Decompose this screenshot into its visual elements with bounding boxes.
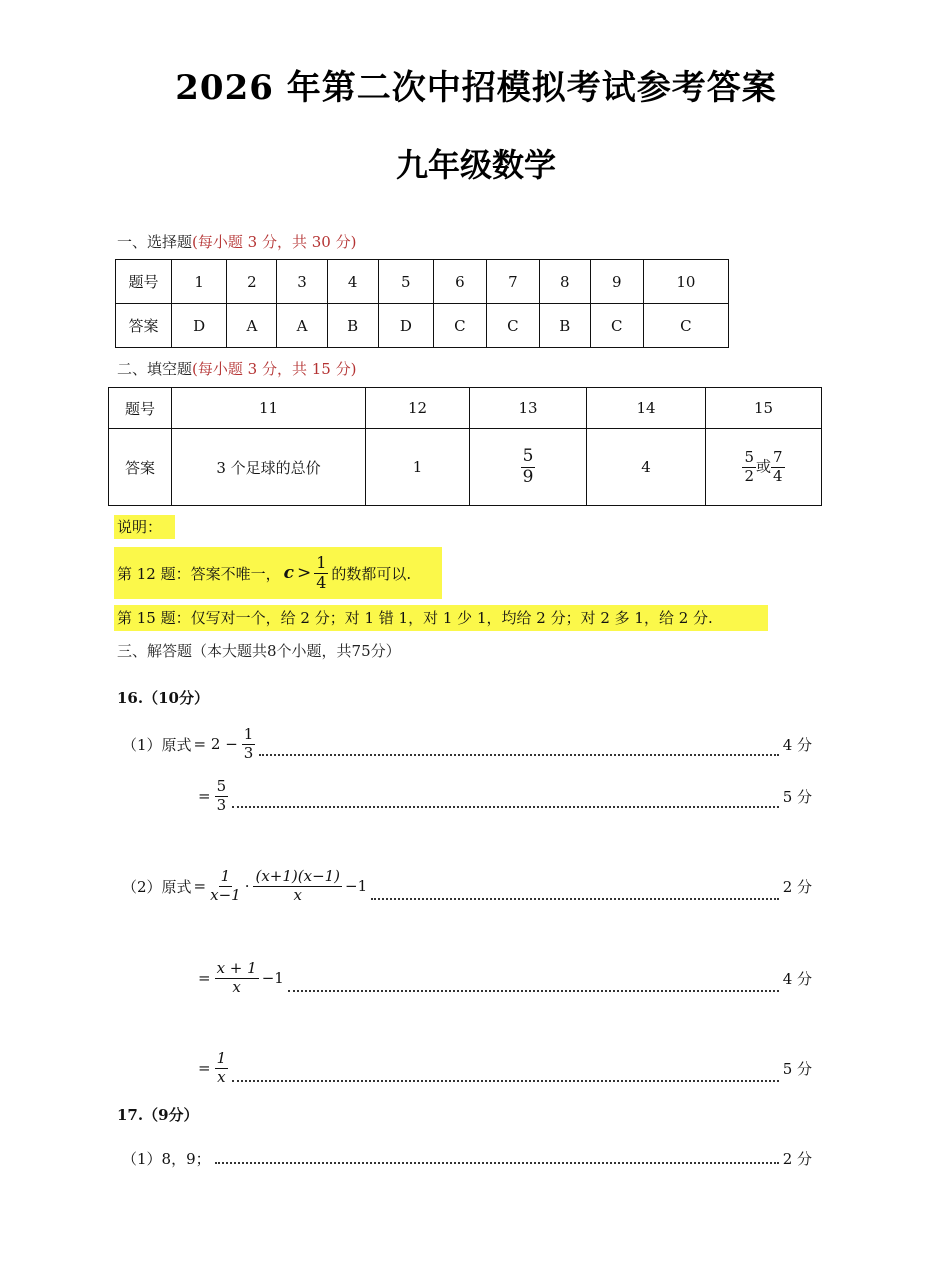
fraction-denominator: x−1 xyxy=(210,885,241,904)
notes-label: 说明： xyxy=(114,515,175,539)
expr-tail: −1 xyxy=(261,969,284,987)
question-number: 2 xyxy=(227,260,277,304)
note-q12-suffix: 的数都可以. xyxy=(331,564,412,583)
answer-cell-15 xyxy=(706,429,822,506)
choice-answer-table xyxy=(115,259,729,348)
fraction-numerator: 5 xyxy=(522,445,534,466)
fraction-denominator: 4 xyxy=(773,466,783,485)
score-label: 4 分 xyxy=(782,969,812,988)
fraction xyxy=(215,958,259,996)
answer-cell-14: 4 xyxy=(587,429,706,506)
question-number: 8 xyxy=(539,260,590,304)
expr-tail: −1 xyxy=(345,877,368,895)
or-text: 或 xyxy=(755,457,771,475)
row-label-number: 题号 xyxy=(109,388,172,429)
answer-cell: C xyxy=(590,304,643,348)
fraction xyxy=(215,776,229,814)
q16-p1-line2 xyxy=(198,772,812,820)
fraction-numerator: x + 1 xyxy=(216,958,257,977)
question-number: 3 xyxy=(277,260,327,304)
section2-note: (每小题 3 分，共 15 分) xyxy=(192,360,357,378)
fraction-denominator: 3 xyxy=(243,743,254,762)
fraction-numerator: 7 xyxy=(773,447,783,466)
dotted-leader xyxy=(259,754,778,756)
fraction-denominator: 2 xyxy=(744,466,754,485)
fraction-numerator: 1 xyxy=(243,724,254,743)
answer-cell: C xyxy=(643,304,728,348)
fraction-denominator: x xyxy=(217,1067,226,1086)
answer-cell: D xyxy=(378,304,433,348)
question-number: 9 xyxy=(590,260,643,304)
fraction xyxy=(242,724,256,762)
table-row-answers xyxy=(116,304,729,348)
table-row-answers xyxy=(109,429,822,506)
fraction-numerator: (x+1)(x−1) xyxy=(255,866,341,885)
dotted-leader xyxy=(288,990,779,992)
answer-cell-12: 1 xyxy=(366,429,470,506)
fraction-denominator: x xyxy=(232,977,241,996)
question-number: 14 xyxy=(587,388,706,429)
question-number: 1 xyxy=(172,260,227,304)
answer-cell: C xyxy=(433,304,486,348)
fraction xyxy=(314,552,328,592)
answer-cell-11: 3 个足球的总价 xyxy=(172,429,366,506)
answer-cell-13 xyxy=(470,429,587,506)
answer-cell: B xyxy=(327,304,378,348)
answer-cell: B xyxy=(539,304,590,348)
question-number: 13 xyxy=(470,388,587,429)
multiply-dot: · xyxy=(244,877,250,895)
q16-p1-line1 xyxy=(122,720,812,768)
answer-cell: C xyxy=(486,304,539,348)
page-title: 2026 年第二次中招模拟考试参考答案 xyxy=(175,68,777,108)
question-number: 7 xyxy=(486,260,539,304)
score-label: 5 分 xyxy=(782,1059,812,1078)
fraction-numerator: 1 xyxy=(220,866,231,885)
dotted-leader xyxy=(371,898,779,900)
section3-heading: 三、解答题（本大题共8个小题，共75分） xyxy=(117,642,401,660)
score-label: 4 分 xyxy=(782,735,812,754)
q16-p1-label: （1）原式 xyxy=(122,735,192,754)
fraction xyxy=(215,1048,229,1086)
fraction xyxy=(210,866,241,904)
equals-sign: = xyxy=(198,969,211,987)
fraction-denominator: 4 xyxy=(316,572,327,592)
note-q15: 第 15 题：仅写对一个，给 2 分；对 1 错 1，对 1 少 1，均给 2 分；对 2 多 1，给 2 分. xyxy=(114,605,768,631)
note-q12-variable: c xyxy=(283,563,294,583)
fraction-denominator: 3 xyxy=(216,795,227,814)
score-label: 2 分 xyxy=(782,1149,812,1168)
q16-p2-label: （2）原式 xyxy=(122,877,192,896)
answer-cell: A xyxy=(227,304,277,348)
question-number: 10 xyxy=(643,260,728,304)
fraction xyxy=(742,447,756,485)
fraction-numerator: 1 xyxy=(216,1048,227,1067)
dotted-leader xyxy=(232,1080,779,1082)
question-number: 11 xyxy=(172,388,366,429)
q17-p1-label: （1）8，9； xyxy=(122,1149,211,1168)
section1-title: 一、选择题 xyxy=(117,233,193,251)
equals-sign: = xyxy=(193,877,207,895)
question-number: 12 xyxy=(366,388,470,429)
score-label: 5 分 xyxy=(782,787,812,806)
q17-label: 17.（9分） xyxy=(117,1106,199,1124)
section2-title: 二、填空题 xyxy=(117,360,193,378)
table-row-numbers xyxy=(116,260,729,304)
row-label-answer: 答案 xyxy=(109,429,172,506)
dotted-leader xyxy=(215,1162,779,1164)
question-number: 6 xyxy=(433,260,486,304)
q16-p1-expr: = 2 − xyxy=(193,735,238,753)
q16-label: 16.（10分） xyxy=(117,689,209,707)
table-row-numbers xyxy=(109,388,822,429)
section2-heading xyxy=(117,358,356,379)
answer-cell: A xyxy=(277,304,327,348)
note-q12-gt: > xyxy=(296,563,312,583)
fraction-denominator: x xyxy=(293,885,302,904)
fraction xyxy=(253,866,342,904)
row-label-number: 题号 xyxy=(116,260,172,304)
row-label-answer: 答案 xyxy=(116,304,172,348)
section1-note: (每小题 3 分，共 30 分) xyxy=(192,233,357,251)
dotted-leader xyxy=(232,806,779,808)
fill-answer-table xyxy=(108,387,822,506)
fraction-numerator: 1 xyxy=(316,552,327,572)
note-q12 xyxy=(114,547,442,599)
page-subtitle: 九年级数学 xyxy=(395,146,556,184)
note-q12-prefix: 第 12 题：答案不唯一， xyxy=(117,564,281,583)
fraction-denominator: 9 xyxy=(522,466,534,487)
fraction xyxy=(771,447,785,485)
fraction-numerator: 5 xyxy=(216,776,227,795)
answer-cell: D xyxy=(172,304,227,348)
q16-p2-line1 xyxy=(122,860,812,912)
score-label: 2 分 xyxy=(782,877,812,896)
question-number: 15 xyxy=(706,388,822,429)
equals-sign: = xyxy=(198,1059,211,1077)
q17-p1-line xyxy=(122,1140,812,1176)
section1-heading xyxy=(117,231,356,252)
question-number: 5 xyxy=(378,260,433,304)
fraction xyxy=(521,445,536,487)
fraction-numerator: 5 xyxy=(744,447,754,466)
equals-sign: = xyxy=(198,787,211,805)
q16-p2-line3 xyxy=(198,1042,812,1094)
q16-p2-line2 xyxy=(198,952,812,1004)
question-number: 4 xyxy=(327,260,378,304)
